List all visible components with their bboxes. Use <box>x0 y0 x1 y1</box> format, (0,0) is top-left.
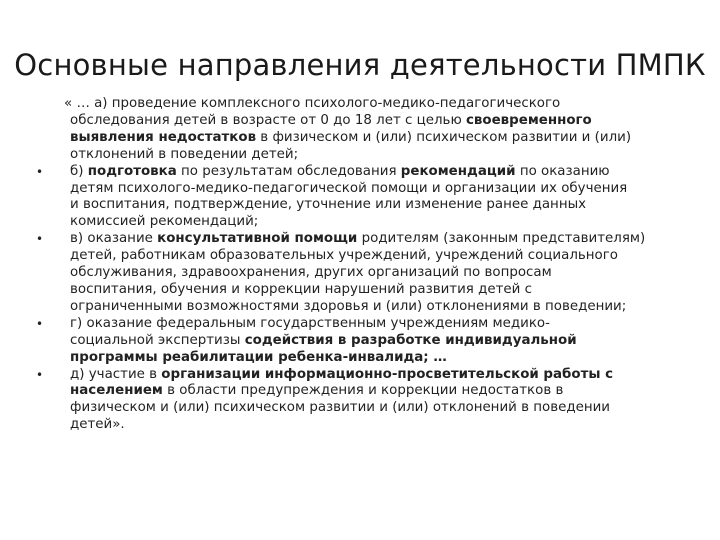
bullet-icon: • <box>36 367 44 382</box>
bullet-icon: • <box>36 232 44 247</box>
intro-line: обследования детей в возрасте от 0 до 18 лет с целью своевременного <box>70 112 592 128</box>
directions-list <box>36 164 696 435</box>
slide-title: Основные направления деятельности ПМПК <box>14 48 706 82</box>
intro-line: отклонений в поведении детей; <box>70 146 299 162</box>
list-item-v: • в) оказание консультативной помощи родителям (законным представителям) детей, работникам образовательных учреждений, учреждений социального обслуживания, здравоохранения, других организаций по вопросам воспитания, обучения и коррекции нарушений развития детей с ограниченными возможностями здоровья и (или) отклонениями в поведении; <box>36 231 646 314</box>
bullet-icon: • <box>36 164 44 179</box>
slide-content <box>36 96 696 434</box>
list-item-g: • г) оказание федеральным государственным учреждениям медико- социальной экспертизы содействия в разработке индивидуальной программы реабилитации ребенка-инвалида; … <box>36 315 577 365</box>
bullet-icon: • <box>36 316 44 331</box>
intro-line: выявления недостатков в физическом и (или) психическом развитии и (или) <box>70 129 632 145</box>
intro-line: « … а) проведение комплексного психолого-медико-педагогического <box>64 96 561 111</box>
list-item-b: • б) подготовка по результатам обследования рекомендаций по оказанию детям психолого-медико-педагогической помощи и организации их обучения и воспитания, подтверждение, уточнение или изменение ранее данных комиссией рекомендаций; <box>36 163 628 230</box>
list-item-d: • д) участие в организации информационно-просветительской работы с населением в области предупреждения и коррекции недостатков в физическом и (или) психическом развитии и (или) отклонений в поведении детей». <box>36 366 614 433</box>
intro-paragraph <box>64 96 696 164</box>
